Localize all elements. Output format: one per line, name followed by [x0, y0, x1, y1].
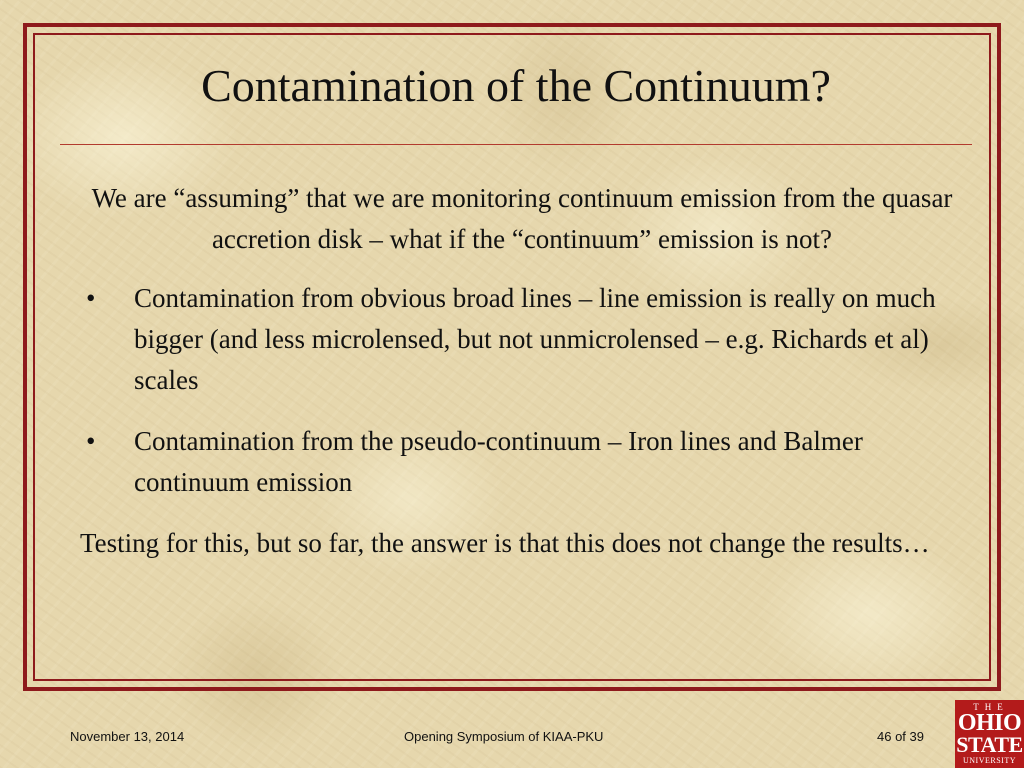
title-divider	[60, 144, 972, 145]
bullet-text: Contamination from obvious broad lines – line emission is really on much bigger (and less microlensed, but not unmicrolensed – e.g. Richards et al) scales	[134, 283, 936, 395]
slide-title: Contamination of the Continuum?	[201, 60, 831, 111]
logo-line-state: STATE	[956, 732, 1023, 757]
bullet-marker: •	[86, 283, 96, 313]
ohio-state-logo	[955, 700, 1024, 768]
logo-line-university: UNIVERSITY	[963, 756, 1016, 765]
bullet-text: Contamination from the pseudo-continuum – Iron lines and Balmer continuum emission	[134, 426, 863, 497]
bullet-item-broad-lines	[80, 278, 960, 401]
bullet-item-pseudo-continuum	[80, 421, 960, 503]
bullet-marker: •	[86, 426, 96, 456]
slide-body	[80, 178, 960, 564]
intro-paragraph: We are “assuming” that we are monitoring continuum emission from the quasar accretion disk – what if the “continuum” emission is not?	[91, 183, 953, 254]
footer-event-name: Opening Symposium of KIAA-PKU	[404, 729, 604, 744]
footer-date: November 13, 2014	[70, 729, 185, 744]
logo-line-the: THE	[973, 702, 1009, 712]
logo-line-ohio: OHIO	[957, 710, 1022, 736]
footer-page-number: 46 of 39	[877, 729, 924, 744]
closing-paragraph: Testing for this, but so far, the answer is that this does not change the results…	[80, 528, 930, 558]
